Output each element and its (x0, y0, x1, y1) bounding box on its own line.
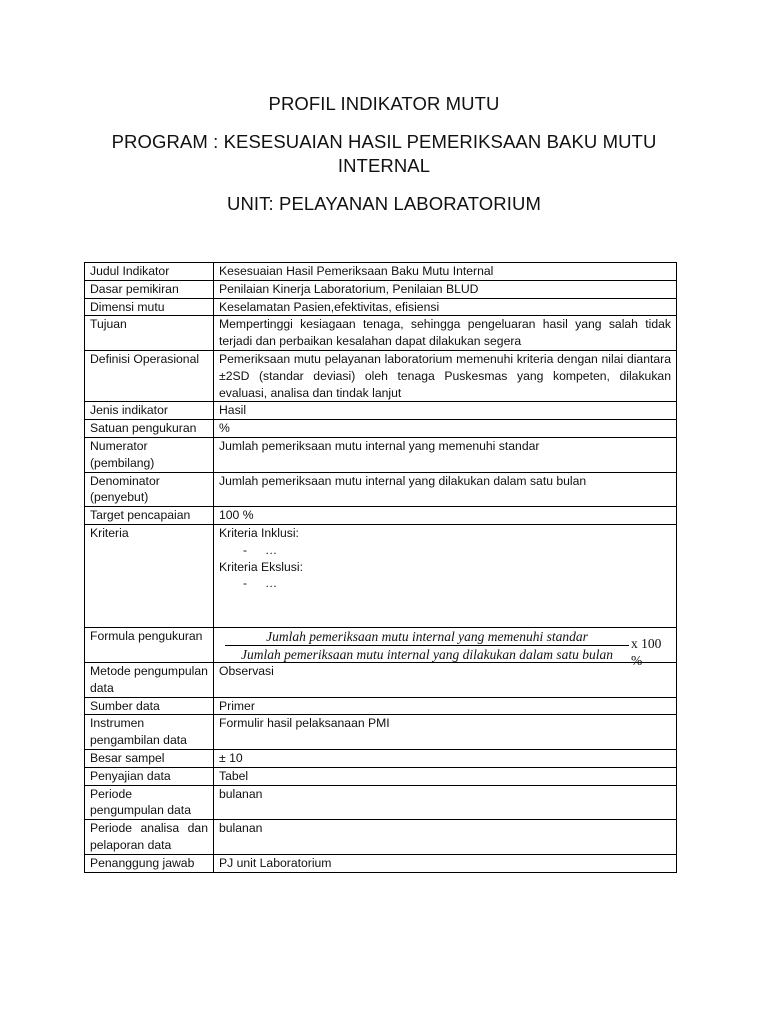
formula-numerator: Jumlah pemeriksaan mutu internal yang memenuhi standar (266, 628, 588, 644)
value-metode-pengumpulan: Observasi (214, 662, 677, 697)
row-numerator (85, 437, 677, 472)
label-kriteria: Kriteria (85, 524, 214, 627)
value-periode-pengumpulan: bulanan (214, 785, 677, 820)
row-besar-sampel (85, 749, 677, 767)
value-numerator: Jumlah pemeriksaan mutu internal yang memenuhi standar (214, 437, 677, 472)
value-definisi-operasional: Pemeriksaan mutu pelayanan laboratorium memenuhi kriteria dengan nilai diantara ±2SD (standar deviasi) oleh tenaga Puskesmas yang kompeten, dilakukan evaluasi, analisa dan tindak lanjut (214, 350, 677, 401)
row-dasar-pemikiran (85, 280, 677, 298)
label-besar-sampel: Besar sampel (85, 749, 214, 767)
label-periode-pengumpulan: Periode pengumpulan data (85, 785, 214, 820)
value-besar-sampel: ± 10 (214, 749, 677, 767)
label-judul-indikator: Judul Indikator (85, 263, 214, 281)
kriteria-eksklusi-text: … (265, 576, 278, 591)
label-dimensi-mutu: Dimensi mutu (85, 298, 214, 316)
label-formula-pengukuran: Formula pengukuran (85, 627, 214, 662)
dash-bullet: - (243, 576, 248, 591)
kriteria-inklusi-item (219, 542, 671, 559)
program-title-line2: INTERNAL (337, 155, 431, 176)
document-title: PROFIL INDIKATOR MUTU (268, 93, 500, 114)
kriteria-eksklusi-item (219, 575, 671, 592)
label-satuan-pengukuran: Satuan pengukuran (85, 420, 214, 438)
value-sumber-data: Primer (214, 697, 677, 715)
label-dasar-pemikiran: Dasar pemikiran (85, 280, 214, 298)
label-instrumen: Instrumen pengambilan data (85, 715, 214, 750)
label-numerator: Numerator (pembilang) (85, 437, 214, 472)
row-sumber-data (85, 697, 677, 715)
value-dasar-pemikiran: Penilaian Kinerja Laboratorium, Penilaian BLUD (214, 280, 677, 298)
formula-denominator: Jumlah pemeriksaan mutu internal yang dilakukan dalam satu bulan (241, 646, 613, 662)
row-kriteria (85, 524, 677, 627)
program-title-line1: PROGRAM : KESESUAIAN HASIL PEMERIKSAAN BAKU MUTU (111, 131, 657, 152)
row-target-pencapaian (85, 507, 677, 525)
value-periode-analisa: bulanan (214, 820, 677, 855)
indicator-profile-table (84, 262, 677, 873)
formula-fraction (225, 628, 629, 663)
value-satuan-pengukuran: % (214, 420, 677, 438)
row-dimensi-mutu (85, 298, 677, 316)
kriteria-inklusi-text: … (265, 542, 278, 557)
kriteria-inklusi-label: Kriteria Inklusi: (219, 525, 299, 540)
row-formula-pengukuran (85, 627, 677, 662)
value-instrumen: Formulir hasil pelaksanaan PMI (214, 715, 677, 750)
label-jenis-indikator: Jenis indikator (85, 402, 214, 420)
label-denominator: Denominator (penyebut) (85, 472, 214, 507)
value-dimensi-mutu: Keselamatan Pasien,efektivitas, efisiensi (214, 298, 677, 316)
value-jenis-indikator: Hasil (214, 402, 677, 420)
kriteria-eksklusi-label: Kriteria Ekslusi: (219, 559, 303, 574)
dash-bullet: - (243, 542, 248, 557)
row-penyajian-data (85, 767, 677, 785)
value-denominator: Jumlah pemeriksaan mutu internal yang dilakukan dalam satu bulan (214, 472, 677, 507)
value-penyajian-data: Tabel (214, 767, 677, 785)
formula (219, 628, 671, 668)
label-target-pencapaian: Target pencapaian (85, 507, 214, 525)
value-formula-pengukuran (214, 627, 677, 668)
value-target-pencapaian: 100 % (214, 507, 677, 525)
row-periode-pengumpulan (85, 785, 677, 820)
row-metode-pengumpulan (85, 662, 677, 697)
label-periode-analisa: Periode analisa dan pelaporan data (85, 820, 214, 855)
row-definisi-operasional (85, 350, 677, 401)
row-instrumen (85, 715, 677, 750)
row-periode-analisa (85, 820, 677, 855)
row-tujuan (85, 316, 677, 351)
value-tujuan: Mempertinggi kesiagaan tenaga, sehingga pengeluaran hasil yang salah tidak terjadi dan perbaikan kesalahan dapat dilakukan segera (214, 316, 677, 351)
row-judul-indikator (85, 263, 677, 281)
value-kriteria (214, 524, 677, 627)
formula-multiplier: x 100 % (631, 635, 662, 668)
value-penanggung-jawab: PJ unit Laboratorium (214, 854, 677, 872)
label-metode-pengumpulan: Metode pengumpulan data (85, 662, 214, 697)
row-denominator (85, 472, 677, 507)
row-penanggung-jawab (85, 854, 677, 872)
label-penanggung-jawab: Penanggung jawab (85, 854, 214, 872)
label-tujuan: Tujuan (85, 316, 214, 351)
label-penyajian-data: Penyajian data (85, 767, 214, 785)
label-definisi-operasional: Definisi Operasional (85, 350, 214, 401)
row-satuan-pengukuran (85, 420, 677, 438)
unit-title: UNIT: PELAYANAN LABORATORIUM (227, 193, 541, 214)
value-judul-indikator: Kesesuaian Hasil Pemeriksaan Baku Mutu Internal (214, 263, 677, 281)
label-sumber-data: Sumber data (85, 697, 214, 715)
row-jenis-indikator (85, 402, 677, 420)
